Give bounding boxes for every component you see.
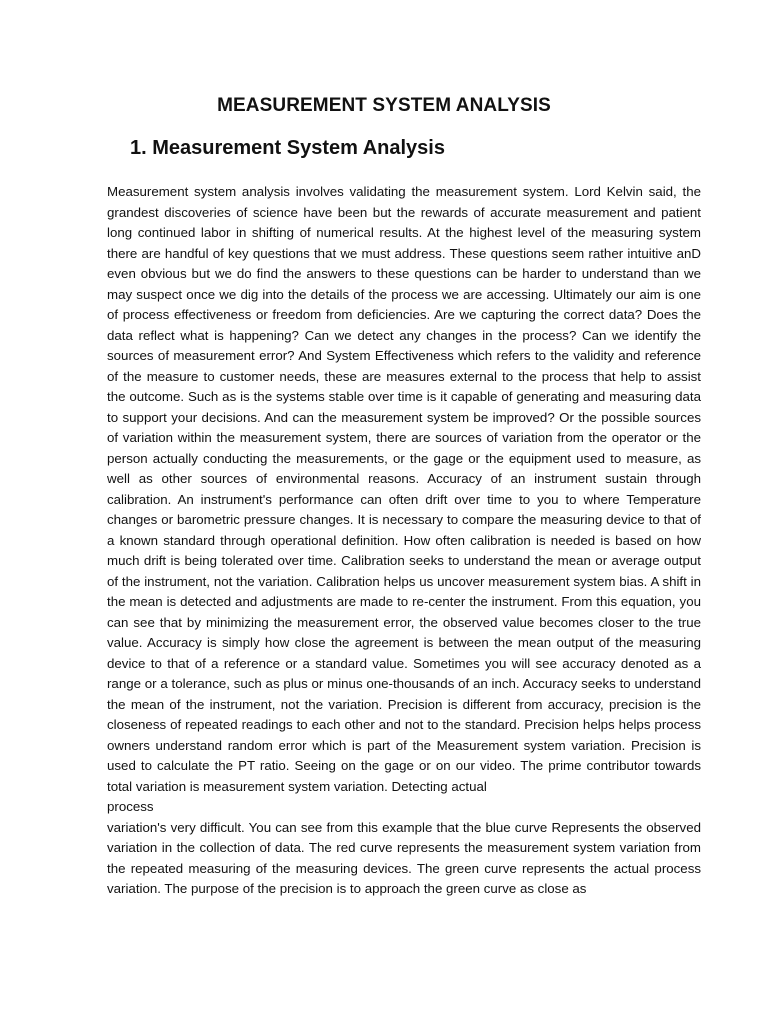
section-heading: 1. Measurement System Analysis	[130, 137, 445, 159]
paragraph: variation's very difficult. You can see from this example that the blue curve Represents the observed variation in the collection of data. The red curve represents the measurement system variation from the repeated measuring of the measuring devices. The green curve represents the actual process variation. The purpose of the precision is to approach the green curve as close as	[107, 819, 701, 896]
document-title: MEASUREMENT SYSTEM ANALYSIS	[217, 95, 551, 116]
body-text	[107, 182, 701, 900]
paragraph: Measurement system analysis involves validating the measurement system. Lord Kelvin said, the grandest discoveries of science have been but the rewards of accurate measurement and patient long continued labor in shifting of numerical results. At the highest level of the measuring system there are handful of key questions that we must address. These questions seem rather intuitive anD even obvious but we do find the answers to these questions can be harder to understand than we may suspect once we dig into the details of the process we are accessing. Ultimately our aim is one of process effectiveness or freedom from deficiencies. Are we capturing the correct data? Does the data reflect what is happening? Can we detect any changes in the process? Can we identify the sources of measurement error? And System Effectiveness which refers to the validity and reference of the measure to customer needs, these are measures external to the process that help to assist the outcome. Such as is the systems stable over time is it capable of generating and measuring data to support your decisions. And can the measurement system be improved? Or the possible sources of variation within the measurement system, there are sources of variation from the operator or the person actually conducting the measurements, or the gage or the equipment used to measure, as well as other sources of environmental reasons. Accuracy of an instrument sustain through calibration. An instrument's performance can often drift over time to you to where Temperature changes or barometric pressure changes. It is necessary to compare the measuring device to that of a known standard through operational definition. How often calibration is needed is based on how much drift is being tolerated over time. Calibration seeks to understand the mean or average output of the instrument, not the variation. Calibration helps us uncover measurement system bias. A shift in the mean is detected and adjustments are made to re-center the instrument. From this equation, you can see that by minimizing the measurement error, the observed value becomes closer to the true value. Accuracy is simply how close the agreement is between the mean output of the measuring device to that of a reference or a standard value. Sometimes you will see accuracy denoted as a range or a tolerance, such as plus or minus one-thousands of an inch. Accuracy seeks to understand the mean of the instrument, not the variation. Precision is different from accuracy, precision is the closeness of repeated readings to each other and not to the standard. Precision helps helps process owners understand random error which is part of the Measurement system variation. Precision is used to calculate the PT ratio. Seeing on the gage or on our video. The prime contributor towards total variation is measurement system variation. Detecting actual	[107, 184, 701, 794]
paragraph-tail: process	[107, 799, 154, 814]
